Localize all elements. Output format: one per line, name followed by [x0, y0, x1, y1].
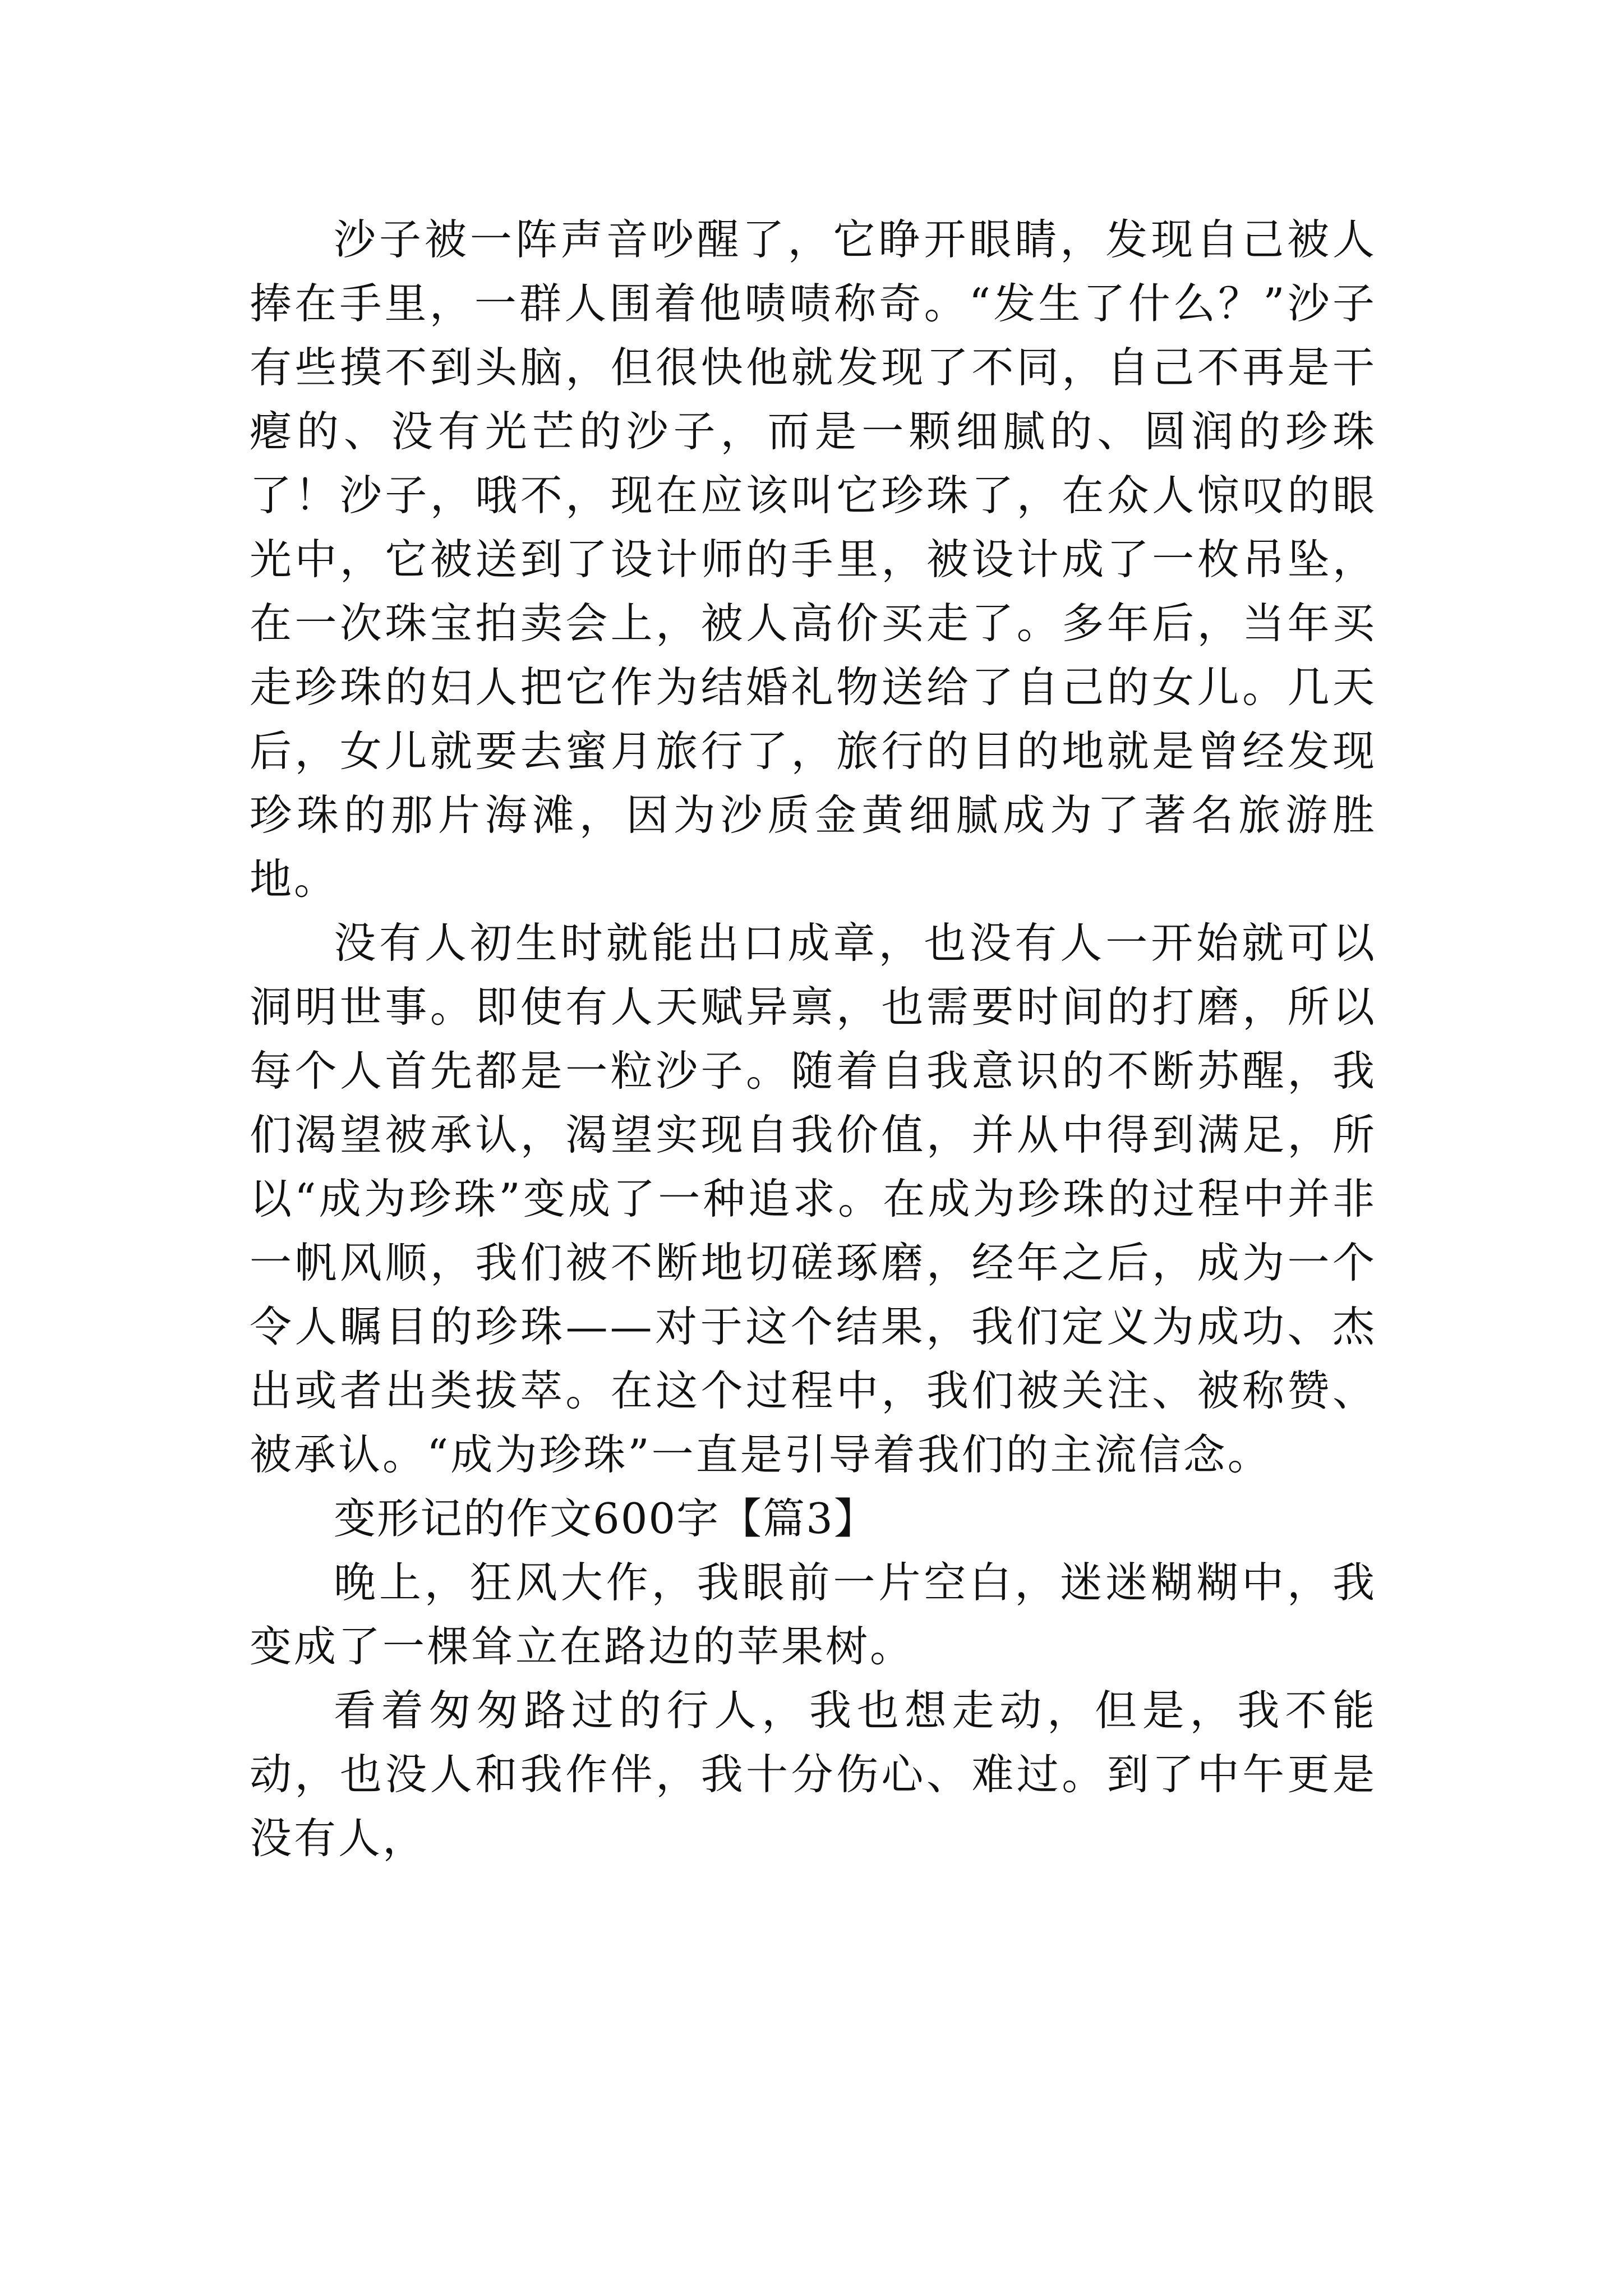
- document-body: [250, 208, 1377, 1870]
- paragraph-apple-tree: 晚上，狂风大作，我眼前一片空白，迷迷糊糊中，我变成了一棵耸立在路边的苹果树。: [250, 1558, 1377, 1671]
- section-heading: 变形记的作文600字【篇3】: [334, 1494, 877, 1543]
- paragraph-becoming-pearl-belief: 没有人初生时就能出口成章，也没有人一开始就可以洞明世事。即使有人天赋异禀，也需要时间的打磨，所以每个人首先都是一粒沙子。随着自我意识的不断苏醒，我们渴望被承认，渴望实现自我价值，并从中得到满足，所以“成为珍珠”变成了一种追求。在成为珍珠的过程中并非一帆风顺，我们被不断地切磋琢磨，经年之后，成为一个令人瞩目的珍珠——对于这个结果，我们定义为成功、杰出或者出类拔萃。在这个过程中，我们被关注、被称赞、被承认。“成为珍珠”一直是引导着我们的主流信念。: [250, 918, 1377, 1479]
- paragraph-lonely-tree: 看着匆匆路过的行人，我也想走动，但是，我不能动，也没人和我作伴，我十分伤心、难过。到了中午更是没有人，: [250, 1686, 1377, 1863]
- paragraph-sand-becomes-pearl: 沙子被一阵声音吵醒了，它睁开眼睛，发现自己被人捧在手里，一群人围着他啧啧称奇。“发生了什么？”沙子有些摸不到头脑，但很快他就发现了不同，自己不再是干瘪的、没有光芒的沙子，而是一颗细腻的、圆润的珍珠了！沙子，哦不，现在应该叫它珍珠了，在众人惊叹的眼光中，它被送到了设计师的手里，被设计成了一枚吊坠，在一次珠宝拍卖会上，被人高价买走了。多年后，当年买走珍珠的妇人把它作为结婚礼物送给了自己的女儿。几天后，女儿就要去蜜月旅行了，旅行的目的地就是曾经发现珍珠的那片海滩，因为沙质金黄细腻成为了著名旅游胜地。: [250, 215, 1377, 904]
